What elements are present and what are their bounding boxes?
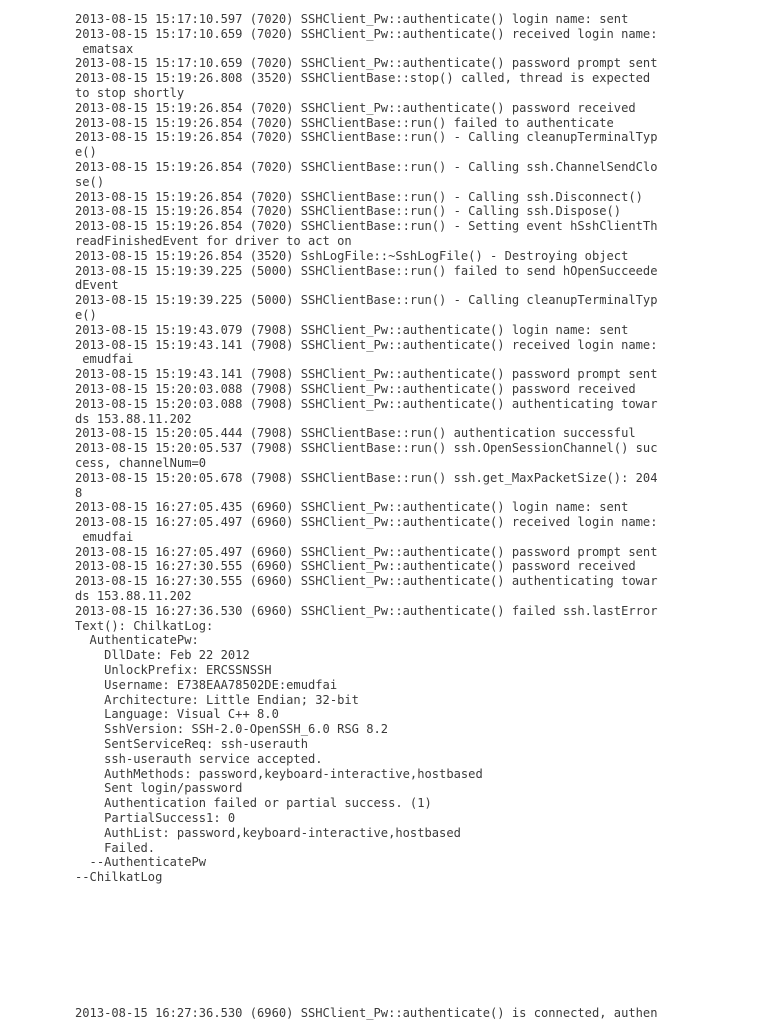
log-line: readFinishedEvent for driver to act on xyxy=(75,233,352,248)
log-line: 2013-08-15 15:19:43.079 (7908) SSHClient_Pw::authenticate() login name: sent xyxy=(75,322,629,337)
log-line: AuthenticatePw: xyxy=(75,633,199,648)
log-line: Sent login/password xyxy=(75,781,243,796)
log-line: 2013-08-15 15:19:26.854 (3520) SshLogFile::~SshLogFile() - Destroying object xyxy=(75,248,629,263)
log-line: 2013-08-15 15:20:03.088 (7908) SSHClient_Pw::authenticate() password received xyxy=(75,381,636,396)
log-line: 2013-08-15 15:20:05.444 (7908) SSHClientBase::run() authentication successful xyxy=(75,426,636,441)
log-line: dEvent xyxy=(75,278,119,293)
log-line: 2013-08-15 16:27:30.555 (6960) SSHClient_Pw::authenticate() password received xyxy=(75,559,636,574)
log-line: 2013-08-15 16:27:30.555 (6960) SSHClient_Pw::authenticate() authenticating towar xyxy=(75,574,658,589)
log-line: 2013-08-15 15:19:26.854 (7020) SSHClientBase::run() failed to authenticate xyxy=(75,115,614,130)
log-line: Language: Visual C++ 8.0 xyxy=(75,707,279,722)
log-line: 2013-08-15 15:19:26.854 (7020) SSHClientBase::run() - Calling ssh.ChannelSendClo xyxy=(75,159,658,174)
log-line: PartialSuccess1: 0 xyxy=(75,811,236,826)
log-line: to stop shortly xyxy=(75,85,185,100)
log-line: 2013-08-15 15:17:10.659 (7020) SSHClient_Pw::authenticate() password prompt sent xyxy=(75,56,658,71)
log-line: 2013-08-15 15:19:43.141 (7908) SSHClient_Pw::authenticate() password prompt sent xyxy=(75,367,658,382)
log-line: 2013-08-15 15:20:05.537 (7908) SSHClientBase::run() ssh.OpenSessionChannel() suc xyxy=(75,441,658,456)
log-line: --AuthenticatePw xyxy=(75,855,207,870)
log-line: --ChilkatLog xyxy=(75,870,163,885)
log-line: Architecture: Little Endian; 32-bit xyxy=(75,692,359,707)
log-line: 2013-08-15 15:19:26.854 (7020) SSHClientBase::run() - Calling cleanupTerminalTyp xyxy=(75,130,658,145)
log-line: 2013-08-15 16:27:05.497 (6960) SSHClient_Pw::authenticate() received login name: xyxy=(75,515,658,530)
log-line: 2013-08-15 15:19:43.141 (7908) SSHClient_Pw::authenticate() received login name: xyxy=(75,337,658,352)
log-line: 2013-08-15 15:19:26.854 (7020) SSHClient_Pw::authenticate() password received xyxy=(75,100,636,115)
log-line: 2013-08-15 15:19:26.808 (3520) SSHClientBase::stop() called, thread is expected xyxy=(75,71,651,86)
log-line: 2013-08-15 15:19:39.225 (5000) SSHClientBase::run() failed to send hOpenSucceede xyxy=(75,263,658,278)
log-line: 2013-08-15 15:19:26.854 (7020) SSHClientBase::run() - Setting event hSshClientTh xyxy=(75,219,658,234)
log-line: 2013-08-15 15:20:03.088 (7908) SSHClient_Pw::authenticate() authenticating towar xyxy=(75,396,658,411)
log-line: cess, channelNum=0 xyxy=(75,455,207,470)
log-line: 2013-08-15 15:19:39.225 (5000) SSHClientBase::run() - Calling cleanupTerminalTyp xyxy=(75,293,658,308)
log-line: emudfai xyxy=(75,352,134,367)
log-line: UnlockPrefix: ERCSSNSSH xyxy=(75,663,272,678)
log-line: AuthList: password,keyboard-interactive,hostbased xyxy=(75,825,461,840)
log-line: DllDate: Feb 22 2012 xyxy=(75,648,250,663)
log-footer-line: 2013-08-15 16:27:36.530 (6960) SSHClient_Pw::authenticate() is connected, authen xyxy=(75,1006,658,1020)
log-line: 2013-08-15 16:27:36.530 (6960) SSHClient_Pw::authenticate() failed ssh.lastError xyxy=(75,603,658,618)
log-line: 2013-08-15 15:20:05.678 (7908) SSHClientBase::run() ssh.get_MaxPacketSize(): 204 xyxy=(75,470,658,485)
log-line: 8 xyxy=(75,485,83,500)
log-line: ematsax xyxy=(75,41,134,56)
log-line: 2013-08-15 16:27:05.435 (6960) SSHClient_Pw::authenticate() login name: sent xyxy=(75,500,629,515)
log-line: 2013-08-15 15:19:26.854 (7020) SSHClientBase::run() - Calling ssh.Disconnect() xyxy=(75,189,643,204)
log-line: e() xyxy=(75,145,97,160)
log-text-block xyxy=(75,12,675,885)
log-line: e() xyxy=(75,307,97,322)
log-line: emudfai xyxy=(75,529,134,544)
log-line: se() xyxy=(75,174,105,189)
log-line: Text(): ChilkatLog: xyxy=(75,618,214,633)
log-line: 2013-08-15 15:17:10.597 (7020) SSHClient_Pw::authenticate() login name: sent xyxy=(75,12,629,26)
log-line: ds 153.88.11.202 xyxy=(75,411,192,426)
log-line: SshVersion: SSH-2.0-OpenSSH_6.0 RSG 8.2 xyxy=(75,722,389,737)
log-line: Username: E738EAA78502DE:emudfai xyxy=(75,677,338,692)
log-line: Authentication failed or partial success. (1) xyxy=(75,796,432,811)
log-line: 2013-08-15 15:19:26.854 (7020) SSHClientBase::run() - Calling ssh.Dispose() xyxy=(75,204,622,219)
log-line: ds 153.88.11.202 xyxy=(75,589,192,604)
log-line: 2013-08-15 16:27:05.497 (6960) SSHClient_Pw::authenticate() password prompt sent xyxy=(75,544,658,559)
log-line: AuthMethods: password,keyboard-interactive,hostbased xyxy=(75,766,483,781)
log-line: SentServiceReq: ssh-userauth xyxy=(75,737,308,752)
log-line: Failed. xyxy=(75,840,156,855)
log-line: 2013-08-15 15:17:10.659 (7020) SSHClient_Pw::authenticate() received login name: xyxy=(75,26,658,41)
log-line: ssh-userauth service accepted. xyxy=(75,751,323,766)
